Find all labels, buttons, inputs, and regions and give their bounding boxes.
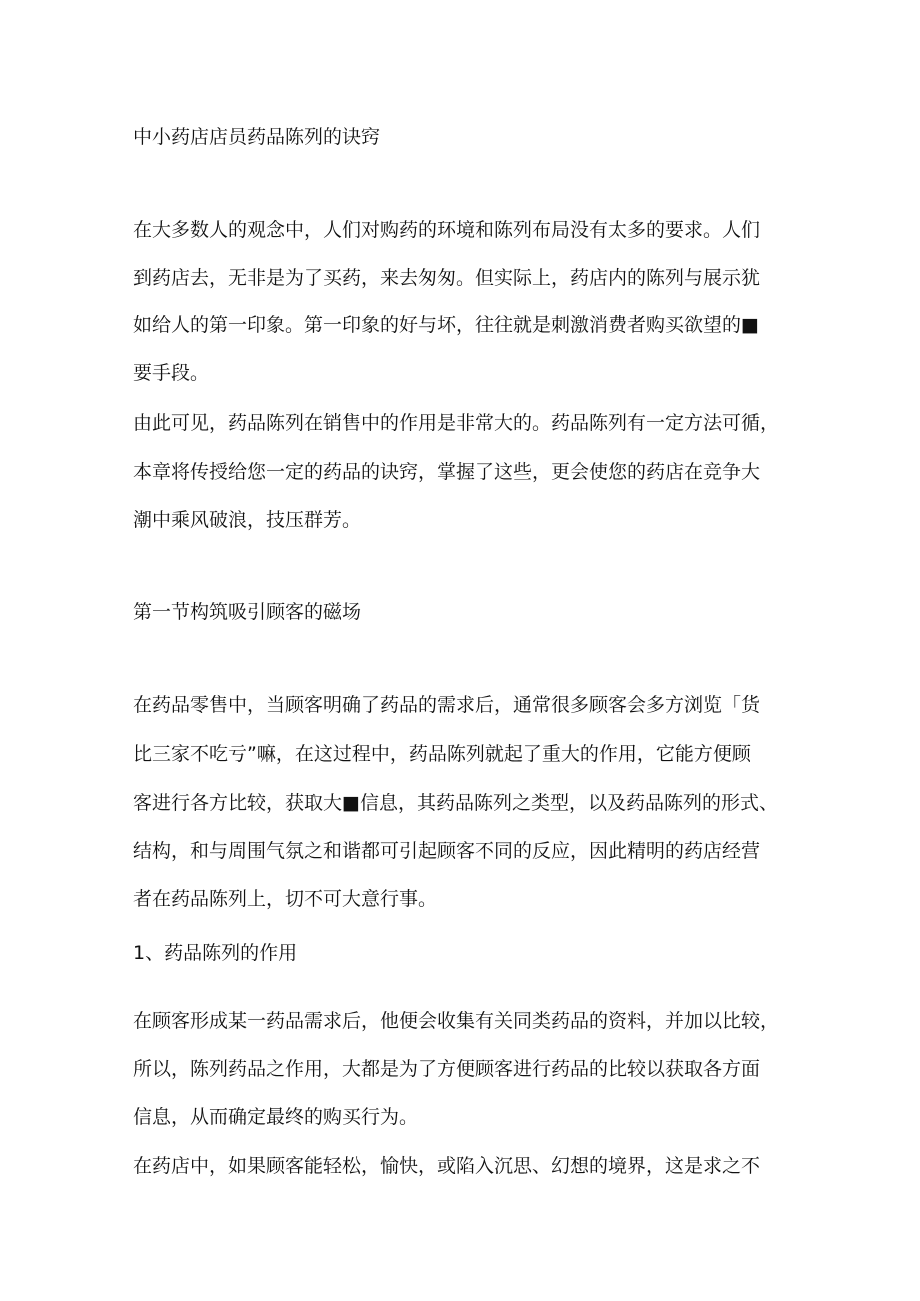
paragraph-line: 由此可见，药品陈列在销售中的作用是非常大的。药品陈列有一定方法可循， (133, 412, 780, 434)
paragraph-line: 所以，陈列药品之作用，大都是为了方便顾客进行药品的比较以获取各方面 (133, 1058, 761, 1080)
paragraph-line: 客进行各方比较，获取大■信息，其药品陈列之类型，以及药品陈列的形式、 (133, 792, 778, 814)
paragraph-line: 在顾客形成某一药品需求后，他便会收集有关同类药品的资料，并加以比较， (133, 1010, 780, 1032)
section-heading: 第一节构筑吸引顾客的磁场 (133, 601, 362, 623)
intro-line: 要手段。 (133, 362, 210, 384)
paragraph-line: 信息，从而确定最终的购买行为。 (133, 1106, 419, 1128)
paragraph-line: 在药品零售中，当顾客明确了药品的需求后，通常很多顾客会多方浏览「货 (133, 694, 761, 716)
intro-line: 到药店去，无非是为了买药，来去匆匆。但实际上，药店内的陈列与展示犹 (133, 267, 761, 289)
intro-line: 如给人的第一印象。第一印象的好与坏，往往就是刺激消费者购买欲望的■ (133, 314, 759, 336)
intro-line: 在大多数人的观念中，人们对购药的环境和陈列布局没有太多的要求。人们 (133, 219, 761, 241)
document-title: 中小药店店员药品陈列的诀窍 (133, 126, 381, 148)
paragraph-line: 比三家不吃亏”嘛，在这过程中，药品陈列就起了重大的作用，它能方便顾 (133, 743, 751, 765)
subheading: 1、药品陈列的作用 (133, 942, 298, 964)
paragraph-line: 结构，和与周围气氛之和谐都可引起顾客不同的反应，因此精明的药店经营 (133, 840, 761, 862)
paragraph-line: 潮中乘风破浪，技压群芳。 (133, 509, 362, 531)
paragraph-line: 本章将传授给您一定的药品的诀窍，掌握了这些，更会使您的药店在竞争大 (133, 461, 761, 483)
paragraph-line: 者在药品陈列上，切不可大意行事。 (133, 888, 438, 910)
paragraph-line: 在药店中，如果顾客能轻松，愉快，或陷入沉思、幻想的境界，这是求之不 (133, 1155, 761, 1177)
